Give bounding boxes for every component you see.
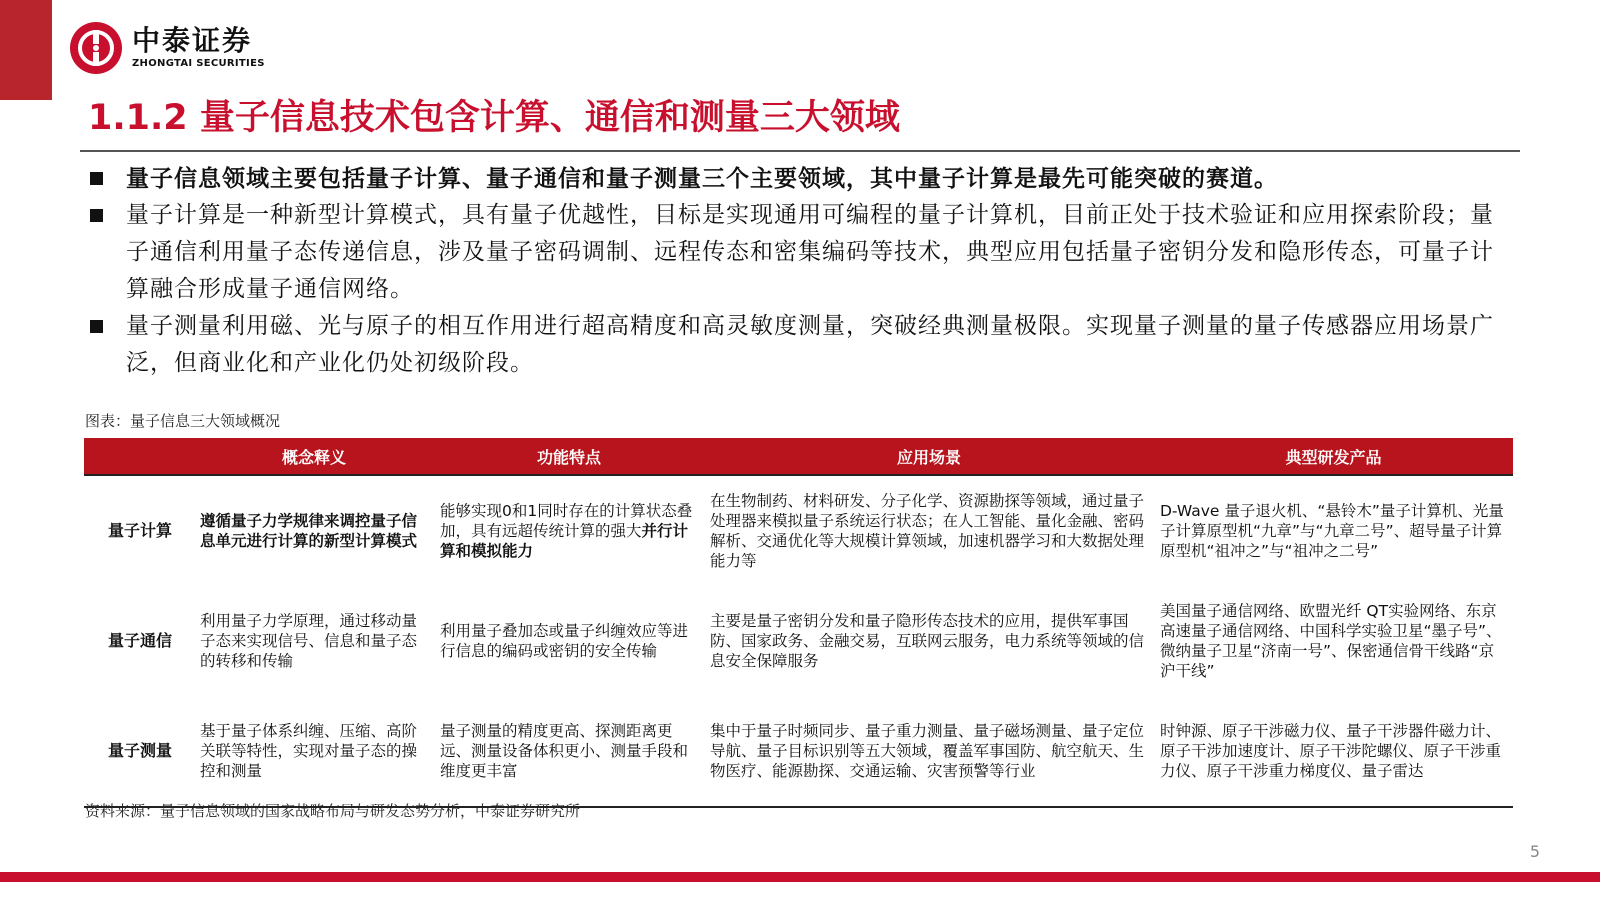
row-features-plain: 量子测量的精度更高、探测距离更远、测量设备体积更小、测量手段和维度更丰富 [440,722,689,780]
table-row [84,696,1513,806]
row-applications: 主要是量子密钥分发和量子隐形传态技术的应用，提供军事国防、国家政务、金融交易，互联网云服务，电力系统等领域的信息安全保障服务 [710,612,1145,670]
bullet-item [90,160,1510,197]
bullet-item [90,308,1510,382]
row-features [434,721,704,781]
table-row [84,476,1513,586]
row-concept: 遵循量子力学规律来调控量子信息单元进行计算的新型计算模式 [200,512,418,550]
logo-name-en: ZHONGTAI SECURITIES [132,58,265,69]
row-concept: 利用量子力学原理，通过移动量子态来实现信号、信息和量子态的转移和传输 [200,612,418,670]
header-cell-products: 典型研发产品 [1285,447,1382,467]
row-features [434,621,704,661]
square-bullet-icon [90,172,103,185]
row-products: D-Wave 量子退火机、“悬铃木”量子计算机、光量子计算原型机“九章”与“九章二号”、超导量子计算原型机“祖冲之”与“祖冲之二号” [1160,502,1504,560]
table-header [84,438,1513,474]
source-note: 资料来源：量子信息领域的国家战略布局与研发态势分析，中泰证券研究所 [85,802,581,820]
title-divider [80,150,1520,152]
header-cell-features: 功能特点 [536,447,601,467]
row-applications: 在生物制药、材料研发、分子化学、资源勘探等领域，通过量子处理器来模拟量子系统运行状态；在人工智能、量化金融、密码解析、交通优化等大规模计算领域，加速机器学习和大数据处理能力等 [710,492,1145,570]
row-domain: 量子计算 [107,521,172,540]
square-bullet-icon [90,209,103,222]
figure-caption: 图表：量子信息三大领域概况 [85,412,281,430]
bullet-text: 量子计算是一种新型计算模式，具有量子优越性，目标是实现通用可编程的量子计算机，目前正处于技术验证和应用探索阶段；量子通信利用量子态传递信息，涉及量子密码调制、远程传态和密集编码等技术，典型应用包括量子密钥分发和隐形传态，可量子计算融合形成量子通信网络。 [126,202,1494,302]
row-features-bold: 并行计算和模拟能力 [440,522,689,560]
logo-name-cn: 中泰证券 [132,24,253,57]
header-cell-applications: 应用场景 [896,447,961,467]
row-domain: 量子测量 [107,741,172,760]
zhongtai-logo-icon [70,22,122,74]
footer-accent-bar [0,872,1600,882]
corner-accent-bar [0,0,52,100]
row-concept: 基于量子体系纠缠、压缩、高阶关联等特性，实现对量子态的操控和测量 [200,722,418,780]
bullet-list [90,160,1510,382]
square-bullet-icon [90,320,103,333]
bullet-text: 量子测量利用磁、光与原子的相互作用进行超高精度和高灵敏度测量，突破经典测量极限。实现量子测量的量子传感器应用场景广泛，但商业化和产业化仍处初级阶段。 [126,313,1494,376]
bullet-text: 量子信息领域主要包括量子计算、量子通信和量子测量三个主要领域，其中量子计算是最先可能突破的赛道。 [126,165,1278,192]
row-products: 美国量子通信网络、欧盟光纤 QT实验网络、东京高速量子通信网络、中国科学实验卫星“墨子号”、微纳量子卫星“济南一号”、保密通信骨干线路“京沪干线” [1160,602,1502,680]
bullet-item [90,197,1510,308]
row-features-plain: 利用量子叠加态或量子纠缠效应等进行信息的编码或密钥的安全传输 [440,622,689,660]
overview-table [84,438,1513,808]
row-domain: 量子通信 [107,631,172,650]
company-logo [70,20,265,76]
page-number: 5 [1529,842,1540,861]
header-cell-concept: 概念释义 [281,447,346,467]
table-row [84,586,1513,696]
row-applications: 集中于量子时频同步、量子重力测量、量子磁场测量、量子定位导航、量子目标识别等五大领域，覆盖军事国防、航空航天、生物医疗、能源勘探、交通运输、灾害预警等行业 [710,722,1145,780]
row-features [434,501,704,561]
row-features-plain: 能够实现0和1同时存在的计算状态叠加，具有远超传统计算的强大 [440,502,693,540]
page-title: 1.1.2 量子信息技术包含计算、通信和测量三大领域 [88,98,900,138]
row-products: 时钟源、原子干涉磁力仪、量子干涉器件磁力计、原子干涉加速度计、原子干涉陀螺仪、原子干涉重力仪、原子干涉重力梯度仪、量子雷达 [1160,722,1502,780]
